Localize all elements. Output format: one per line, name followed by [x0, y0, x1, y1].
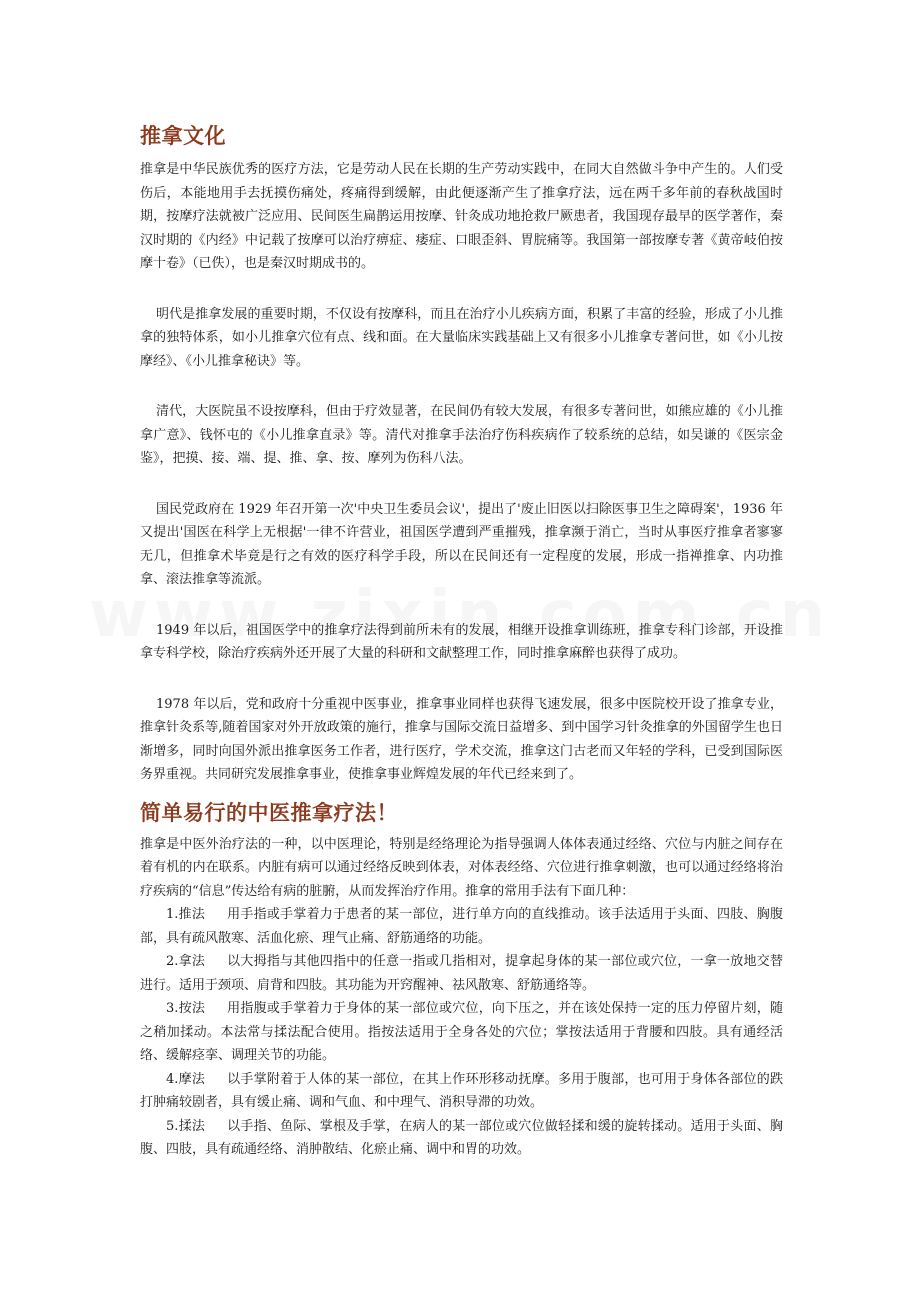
- paragraph-qing-dynasty: 清代，大医院虽不设按摩科，但由于疗效显著，在民间仍有较大发展，有很多专著问世，如熊应雄的《小儿推拿广意》、钱怀屯的《小儿推拿直录》等。清代对推拿手法治疗伤科疾病作了较系统的总结，如吴谦的《医宗金鉴》，把摸、接、端、提、推、拿、按、摩列为伤科八法。: [140, 404, 783, 466]
- paragraph-origin: 推拿是中华民族优秀的医疗方法，它是劳动人民在长期的生产劳动实践中，在同大自然做斗争中产生的。人们受伤后，本能地用手去抚摸伤痛处，疼痛得到缓解，由此便逐渐产生了推拿疗法，远在两千多年前的春秋战国时期，按摩疗法就被广泛应用、民间医生扁鹊运用按摩、针灸成功地抢救尸厥患者，我国现存最早的医学著作，秦汉时期的《内经》中记载了按摩可以治疗痹症、痿症、口眼歪斜、胃脘痛等。我国第一部按摩专著《黄帝岐伯按摩十卷》（已佚），也是秦汉时期成书的。: [140, 162, 783, 271]
- paragraph-ming-dynasty: 明代是推拿发展的重要时期，不仅设有按摩科，而且在治疗小儿疾病方面，积累了丰富的经验，形成了小儿推拿的独特体系，如小儿推拿穴位有点、线和面。在大量临床实践基础上又有很多小儿推拿专著问世，如《小儿按摩经》、《小儿推拿秘诀》等。: [140, 306, 783, 369]
- document-page: [140, 118, 783, 1162]
- method-label: 1.推法: [166, 907, 206, 922]
- paragraph-after-1949: 1949 年以后，祖国医学中的推拿疗法得到前所未有的发展，相继开设推拿训练班，推拿专科门诊部，开设推拿专科学校，除治疗疾病外还开展了大量的科研和文献整理工作，同时推拿麻醉也获得了成功。: [140, 622, 783, 661]
- method-knead: [140, 1115, 783, 1162]
- method-text: 用指腹或手掌着力于身体的某一部位或穴位，向下压之，并在该处保持一定的压力停留片刻，随之稍加揉动。本法常与揉法配合使用。指按法适用于全身各处的穴位；掌按法适用于背腰和四肢。具有通经活络、缓解痉挛、调理关节的功能。: [140, 1001, 783, 1063]
- method-push: [140, 903, 783, 950]
- paragraph-after-1978: 1978 年以后，党和政府十分重视中医事业，推拿事业同样也获得飞速发展，很多中医院校开设了推拿专业，推拿针灸系等,随着国家对外开放政策的施行，推拿与国际交流日益增多、到中国学习针灸推拿的外国留学生也日渐增多，同时向国外派出推拿医务工作者，进行医疗，学术交流，推拿这门古老而又年轻的学科，已受到国际医务界重视。共同研究发展推拿事业，使推拿事业辉煌发展的年代已经来到了。: [140, 696, 783, 782]
- method-text: 用手指或手掌着力于患者的某一部位，进行单方向的直线推动。该手法适用于头面、四肢、胸腹部，具有疏风散寒、活血化瘀、理气止痛、舒筋通络的功能。: [140, 907, 783, 946]
- method-text: 以手掌附着于人体的某一部位，在其上作环形移动抚摩。多用于腹部，也可用于身体各部位的跌打肿痛较剧者，具有缓止痛、调和气血、和中理气、消积导滞的功效。: [140, 1071, 783, 1110]
- paragraph-therapy-intro: 推拿是中医外治疗法的一种，以中医理论，特别是经络理论为指导强调人体体表通过经络、穴位与内脏之间存在着有机的内在联系。内脏有病可以通过经络反映到体表，对体表经络、穴位进行推拿刺激，也可以通过经络将治疗疾病的“信息”传达给有病的脏腑，从而发挥治疗作用。推拿的常用手法有下面几种：: [140, 836, 783, 899]
- method-grasp: [140, 950, 783, 997]
- method-label: 2.拿法: [166, 954, 206, 969]
- method-text: 以大拇指与其他四指中的任意一指或几指相对，提拿起身体的某一部位或穴位，一拿一放地交替进行。适用于颈项、肩背和四肢。其功能为开窍醒神、祛风散寒、舒筋通络等。: [140, 954, 783, 993]
- section-title-tuina-culture: 推拿文化: [140, 124, 226, 148]
- method-press: [140, 997, 783, 1068]
- method-label: 3.按法: [166, 1001, 206, 1016]
- method-text: 以手指、鱼际、掌根及手掌，在病人的某一部位或穴位做轻揉和缓的旋转揉动。适用于头面、胸腹、四肢，具有疏通经络、消肿散结、化瘀止痛、调中和胃的功效。: [140, 1118, 783, 1157]
- method-rub: [140, 1068, 783, 1115]
- section-title-tuina-therapy: 简单易行的中医推拿疗法！: [140, 800, 398, 825]
- method-label: 4.摩法: [166, 1071, 206, 1087]
- paragraph-republic-era: 国民党政府在 1929 年召开第一次'中央卫生委员会议'，提出了'废止旧医以扫除医事卫生之障碍案'，1936 年又提出'国医在科学上无根据'一律不许营业，祖国医学遭到严重摧残，推拿濒于消亡，当时从事医疗推拿者寥寥无几，但推拿术毕竟是行之有效的医疗科学手段，所以在民间还有一定程度的发展，形成一指禅推拿、内功推拿、滚法推拿等流派。: [140, 501, 783, 587]
- method-label: 5.揉法: [166, 1118, 206, 1134]
